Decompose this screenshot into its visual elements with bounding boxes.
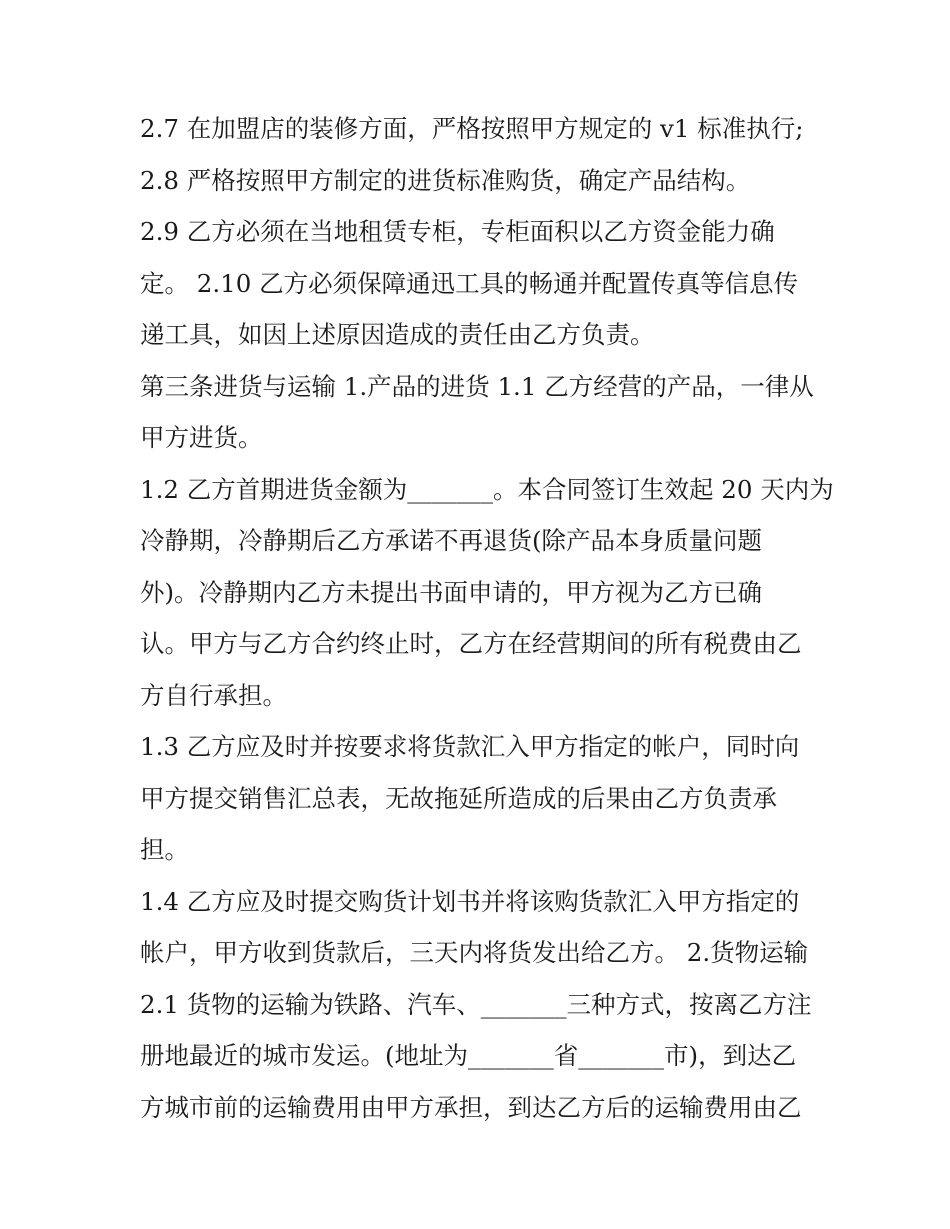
text-line: 帐户，甲方收到货款后，三天内将货发出给乙方。 2.货物运输 — [140, 938, 809, 967]
text-line: 外)。冷静期内乙方未提出书面申请的，甲方视为乙方已确 — [140, 577, 763, 607]
text-line-1-2: 1.2 乙方首期进货金额为_______。本合同签订生效起 20 天内为 — [140, 474, 834, 504]
text-line: 方城市前的运输费用由甲方承担，到达乙方后的运输费用由乙 — [140, 1092, 802, 1122]
text-line-article-3: 第三条进货与运输 1.产品的进货 1.1 乙方经营的产品，一律从 — [140, 371, 814, 401]
text-line-2-9: 2.9 乙方必须在当地租赁专柜，专柜面积以乙方资金能力确 — [140, 217, 775, 246]
text-line: 方自行承担。 — [140, 680, 287, 710]
text-line-2-1: 2.1 货物的运输为铁路、汽车、_______三种方式，按离乙方注 — [140, 989, 812, 1019]
text-line-2-10: 定。 2.10 乙方必须保障通迅工具的畅通并配置传真等信息传 — [140, 268, 799, 298]
text-line: 甲方提交销售汇总表，无故拖延所造成的后果由乙方负责承 — [140, 783, 777, 813]
text-line-2-7: 2.7 在加盟店的装修方面，严格按照甲方规定的 v1 标准执行; — [140, 114, 804, 143]
text-line: 甲方进货。 — [140, 423, 263, 452]
contract-text — [140, 103, 834, 1133]
text-line: 递工具，如因上述原因造成的责任由乙方负责。 — [140, 320, 655, 349]
text-line: 册地最近的城市发运。(地址为_______省_______市)，到达乙 — [140, 1041, 797, 1070]
text-line-1-3: 1.3 乙方应及时并按要求将货款汇入甲方指定的帐户，同时向 — [140, 732, 800, 761]
text-line-2-8: 2.8 严格按照甲方制定的进货标准购货，确定产品结构。 — [140, 165, 751, 195]
text-line: 认。甲方与乙方合约终止时，乙方在经营期间的所有税费由乙 — [140, 629, 802, 658]
text-line: 冷静期，冷静期后乙方承诺不再退货(除产品本身质量问题 — [140, 526, 763, 555]
text-line: 担。 — [140, 835, 189, 864]
text-line-1-4: 1.4 乙方应及时提交购货计划书并将该购货款汇入甲方指定的 — [140, 886, 800, 916]
